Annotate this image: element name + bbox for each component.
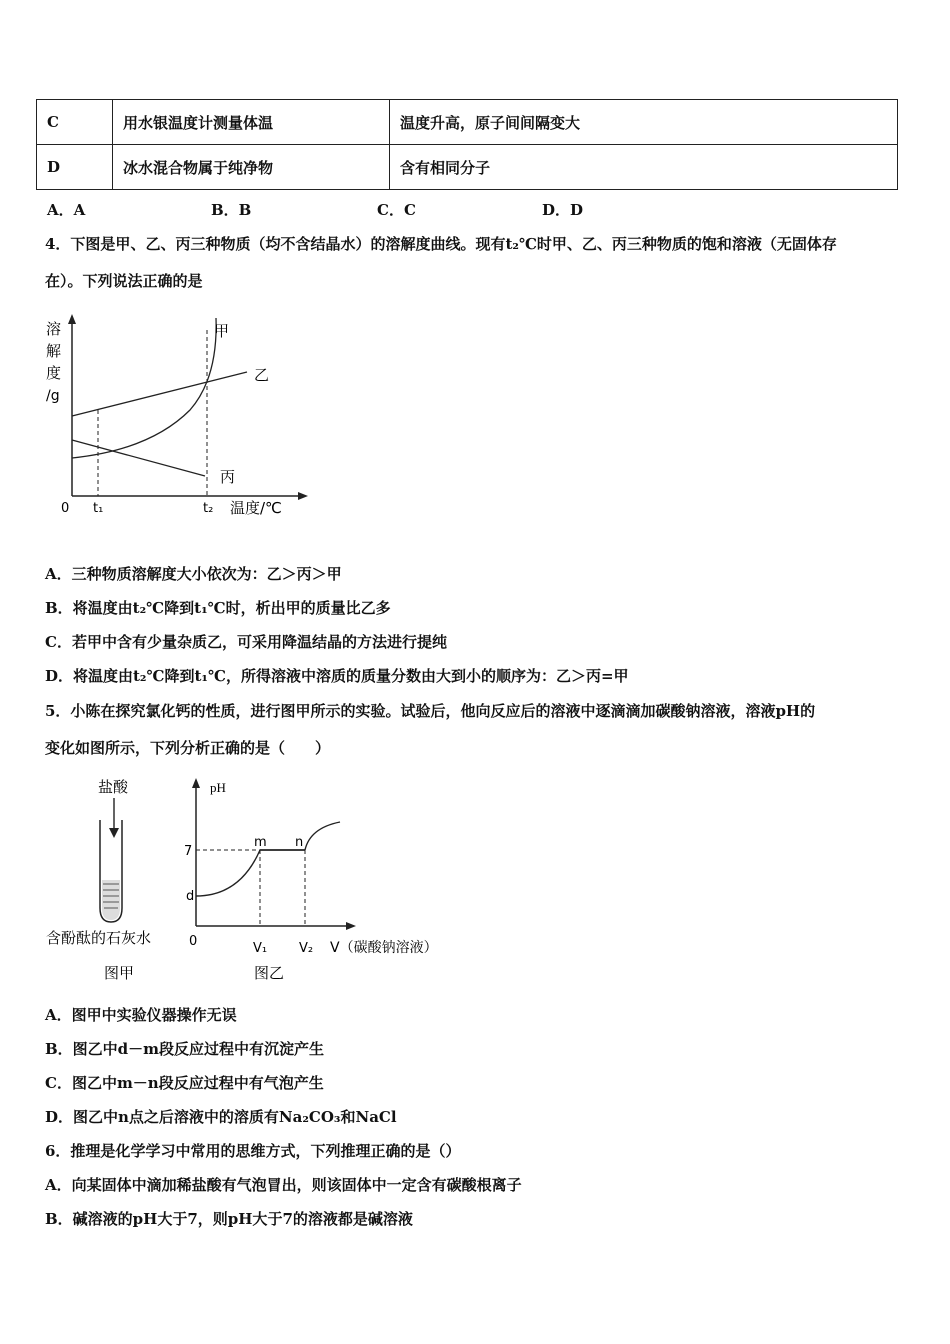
origin-label: 0 — [61, 501, 70, 516]
y-axis-arrow — [68, 314, 76, 324]
figure-jia-test-tube — [42, 772, 177, 987]
ph7-label: 7 — [184, 844, 193, 859]
row-explanation: 温度升高，原子间间隔变大 — [390, 100, 898, 145]
curve-bing — [72, 440, 205, 476]
q6-stem: 6．推理是化学学习中常用的思维方式，下列推理正确的是（） — [45, 1142, 461, 1160]
origin-label: 0 — [189, 934, 198, 949]
q3-choice-c: C．C — [377, 201, 416, 219]
v2-label: V₂ — [299, 941, 314, 956]
row-explanation: 含有相同分子 — [390, 145, 898, 190]
q6-option-a: A．向某固体中滴加稀盐酸有气泡冒出，则该固体中一定含有碳酸根离子 — [45, 1176, 522, 1194]
q4-option-a: A．三种物质溶解度大小依次为：乙＞丙＞甲 — [45, 565, 342, 583]
q4-option-c: C．若甲中含有少量杂质乙，可采用降温结晶的方法进行提纯 — [45, 633, 447, 651]
dropper-tip-icon — [109, 828, 119, 838]
ylabel-1: 溶 — [46, 320, 62, 338]
q3-choice-a: A．A — [47, 201, 86, 219]
ylabel-4: /g — [46, 388, 60, 404]
q3-choice-b: B．B — [211, 201, 252, 219]
q4-option-b: B．将温度由t₂℃降到t₁℃时，析出甲的质量比乙多 — [45, 599, 391, 617]
q4-stem-line1: 4．下图是甲、乙、丙三种物质（均不含结晶水）的溶解度曲线。现有t₂℃时甲、乙、丙三种物质的饱和溶液（无固体存 — [45, 235, 837, 253]
q4-stem-line2: 在）。下列说法正确的是 — [45, 272, 203, 290]
label-bing: 丙 — [220, 468, 236, 486]
q5-option-a: A．图甲中实验仪器操作无误 — [45, 1006, 237, 1024]
label-jia: 甲 — [214, 322, 230, 340]
row-letter: C — [37, 100, 113, 145]
figure-jia-caption: 图甲 — [104, 964, 135, 982]
q6-option-b: B．碱溶液的pH大于7，则pH大于7的溶液都是碱溶液 — [45, 1210, 413, 1228]
q4-option-d: D．将温度由t₂℃降到t₁℃，所得溶液中溶质的质量分数由大到小的顺序为：乙＞丙=甲 — [45, 667, 629, 685]
t1-label: t₁ — [93, 501, 104, 516]
reagent-label: 盐酸 — [98, 778, 129, 796]
t2-label: t₂ — [203, 501, 214, 516]
ph-curve-after-n — [305, 822, 340, 850]
y-axis-arrow — [192, 778, 200, 788]
q3-options-table — [36, 99, 898, 190]
solution-label: 含酚酞的石灰水 — [46, 929, 152, 947]
row-item: 冰水混合物属于纯净物 — [113, 145, 390, 190]
q5-option-c: C．图乙中m－n段反应过程中有气泡产生 — [45, 1074, 324, 1092]
ylabel-3: 度 — [46, 364, 62, 382]
row-letter: D — [37, 145, 113, 190]
point-n-label: n — [295, 835, 304, 850]
point-d-label: d — [186, 889, 195, 904]
x-axis-arrow — [346, 922, 356, 930]
v1-label: V₁ — [253, 941, 268, 956]
figure-yi-ph-graph — [180, 772, 470, 987]
q5-option-b: B．图乙中d－m段反应过程中有沉淀产生 — [45, 1040, 325, 1058]
x-axis-arrow — [298, 492, 308, 500]
label-yi: 乙 — [254, 366, 270, 384]
ph-label: pH — [210, 780, 226, 795]
q5-option-d: D．图乙中n点之后溶液中的溶质有Na₂CO₃和NaCl — [45, 1108, 397, 1126]
point-m-label: m — [254, 835, 267, 850]
q3-choice-d: D．D — [542, 201, 584, 219]
figure-yi-caption: 图乙 — [254, 964, 285, 982]
q5-stem-line2: 变化如图所示，下列分析正确的是（ ） — [45, 739, 331, 757]
xlabel: V（碳酸钠溶液） — [330, 940, 438, 956]
ph-curve-d-m — [196, 850, 260, 896]
curve-yi — [72, 372, 247, 416]
curve-jia — [72, 318, 216, 458]
solubility-curve-graph — [40, 310, 330, 525]
ylabel-2: 解 — [46, 342, 62, 360]
row-item: 用水银温度计测量体温 — [113, 100, 390, 145]
table-row — [37, 145, 898, 190]
xlabel: 温度/℃ — [230, 499, 282, 517]
liquid-icon — [102, 880, 120, 920]
q5-stem-line1: 5．小陈在探究氯化钙的性质，进行图甲所示的实验。试验后，他向反应后的溶液中逐滴滴加碳酸钠溶液，溶液pH的 — [45, 702, 816, 720]
table-row — [37, 100, 898, 145]
